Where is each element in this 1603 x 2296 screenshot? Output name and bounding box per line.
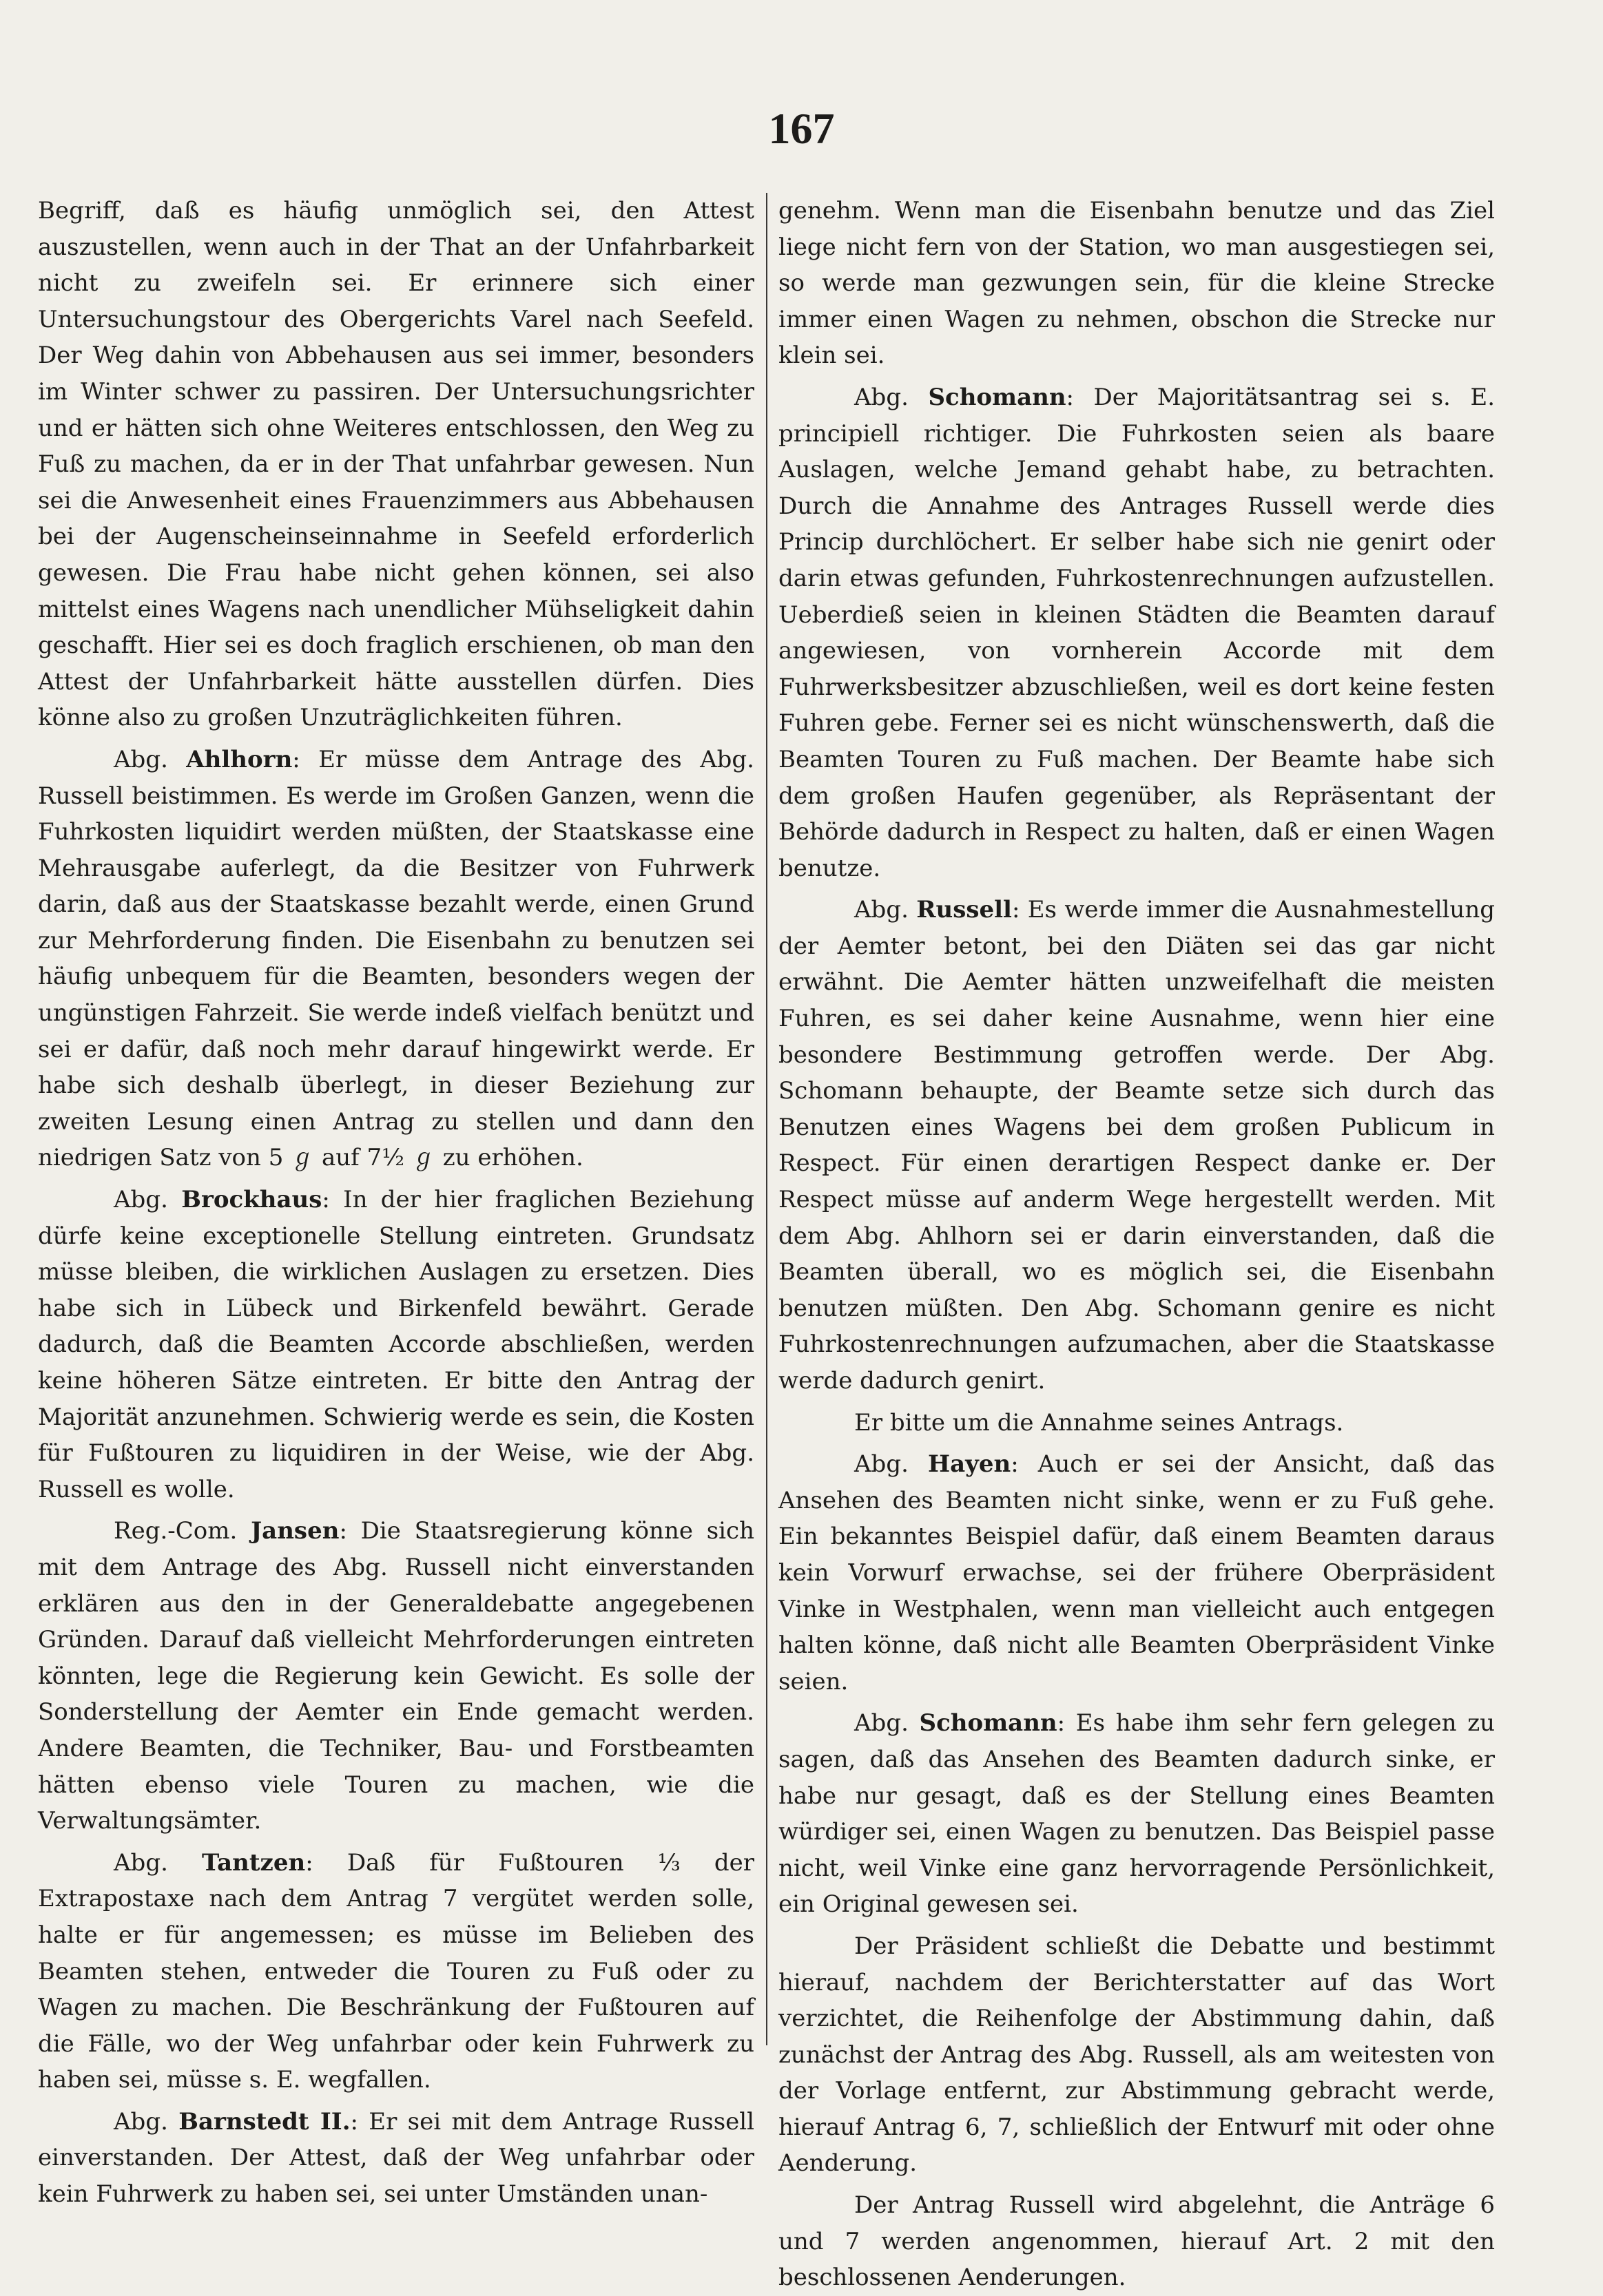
speaker-name: Tantzen <box>202 1848 306 1877</box>
speech-paragraph: Abg. Tantzen: Daß für Fußtouren ⅓ der Extrapostaxe nach dem Antrag 7 vergütet werden solle, halte er für angemessen; es müsse im Belieben des Beamten stehen, entweder die Touren zu Fuß oder zu Wagen zu machen. Die Beschränkung der Fußtouren auf die Fälle, wo der Weg unfahrbar oder kein Fuhrwerk zu haben sei, müsse s. E. wegfallen. <box>38 1848 754 2094</box>
speaker-name: Barnstedt II. <box>178 2107 351 2136</box>
speech-paragraph: Abg. Ahlhorn: Er müsse dem Antrage des Abg. Russell beistimmen. Es werde im Großen Ganzen, wenn die Fuhrkosten liquidirt werden müßten, der Staatskasse eine Mehrausgabe auferlegt, da die Besitzer von Fuhrwerk darin, daß aus der Staatskasse bezahlt werde, einen Grund zur Mehrforderung finden. Die Eisenbahn zu benutzen sei häufig unbequem für die Beamten, besonders wegen der ungünstigen Fahrzeit. Sie werde indeß vielfach benützt und sei er dafür, daß noch mehr darauf hingewirkt werde. Er habe sich deshalb überlegt, in dieser Beziehung zur zweiten Lesung einen Antrag zu stellen und dann den niedrigen Satz von 5 ℊ auf 7½ ℊ zu erhöhen. <box>38 745 754 1172</box>
page-number: 167 <box>768 104 835 153</box>
column-divider <box>766 193 767 2045</box>
paragraph: Begriff, daß es häufig unmöglich sei, den Attest auszustellen, wenn auch in der That an der Unfahrbarkeit nicht zu zweifeln sei. Er erinnere sich einer Untersuchungstour des Obergerichts Varel nach Seefeld. Der Weg dahin von Abbehausen aus sei immer, besonders im Winter schwer zu passiren. Der Untersuchungsrichter und er hätten sich ohne Weiteres entschlossen, den Weg zu Fuß zu machen, da er in der That unfahrbar gewesen. Nun sei die Anwesenheit eines Frauenzimmers aus Abbehausen bei der Augenscheinseinnahme in Seefeld erforderlich gewesen. Die Frau habe nicht gehen können, sei also mittelst eines Wagens nach unendlicher Mühseligkeit dahin geschafft. Hier sei es doch fraglich erschienen, ob man den Attest der Unfahrbarkeit hätte ausstellen dürfen. Dies könne also zu großen Unzuträglichkeiten führen. <box>38 197 754 732</box>
paragraph: Der Präsident schließt die Debatte und bestimmt hierauf, nachdem der Berichterstatter auf das Wort verzichtet, die Reihenfolge der Abstimmung dahin, daß zunächst der Antrag des Abg. Russell, als am weitesten von der Vorlage entfernt, zur Abstimmung gebracht werde, hierauf Antrag 6, 7, schließlich der Entwurf mit oder ohne Aenderung. <box>778 1932 1495 2178</box>
speaker-name: Schomann <box>919 1709 1057 1737</box>
speech-paragraph: Abg. Hayen: Auch er sei der Ansicht, daß das Ansehen des Beamten nicht sinke, wenn er zu Fuß gehe. Ein bekanntes Beispiel dafür, daß einem Beamten daraus kein Vorwurf erwachse, sei der frühere Oberpräsident Vinke in Westphalen, wenn man vielleicht auch entgegen halten könne, daß nicht alle Beamten Oberpräsident Vinke seien. <box>778 1450 1495 1695</box>
speaker-name: Jansen <box>251 1517 340 1545</box>
paragraph: Er bitte um die Annahme seines Antrags. <box>854 1408 1344 1437</box>
right-column <box>778 193 1496 2292</box>
speech-paragraph: Reg.-Com. Jansen: Die Staatsregierung könne sich mit dem Antrage des Abg. Russell nicht einverstanden erklären aus den in der Generaldebatte angegebenen Gründen. Darauf daß vielleicht Mehrforderungen eintreten könnten, lege die Regierung kein Gewicht. Es solle der Sonderstellung der Aemter ein Ende gemacht werden. Andere Beamten, die Techniker, Bau- und Forstbeamten hätten ebenso viele Touren zu machen, wie die Verwaltungsämter. <box>38 1517 754 1835</box>
paragraph: genehm. Wenn man die Eisenbahn benutze und das Ziel liege nicht fern von der Station, wo man ausgestiegen sei, so werde man gezwungen sein, für die kleine Strecke immer einen Wagen zu nehmen, obschon die Strecke nur klein sei. <box>778 197 1495 370</box>
speaker-name: Schomann <box>928 383 1066 411</box>
paragraph: Der Antrag Russell wird abgelehnt, die Anträge 6 und 7 werden angenommen, hierauf Art. 2 mit den beschlossenen Aenderungen. <box>778 2191 1495 2292</box>
speech-paragraph: Abg. Russell: Es werde immer die Ausnahmestellung der Aemter betont, bei den Diäten sei das gar nicht erwähnt. Die Aemter hätten unzweifelhaft die meisten Fuhren, es sei daher keine Ausnahme, wenn hier eine besondere Bestimmung getroffen werde. Der Abg. Schomann behaupte, der Beamte setze sich durch das Benutzen eines Wagens bei dem großen Publicum in Respect. Für einen derartigen Respect danke er. Der Respect müsse auf anderm Wege hergestellt werden. Mit dem Abg. Ahlhorn sei er darin einverstanden, daß die Beamten überall, wo es möglich sei, die Eisenbahn benutzen müßten. Den Abg. Schomann genire es nicht Fuhrkostenrechnungen aufzumachen, aber die Staatskasse werde dadurch genirt. <box>778 896 1495 1395</box>
left-column <box>38 193 755 2209</box>
speaker-name: Ahlhorn <box>186 745 293 773</box>
speech-paragraph: Abg. Barnstedt II.: Er sei mit dem Antrage Russell einverstanden. Der Attest, daß der Weg unfahrbar oder kein Fuhrwerk zu haben sei, sei unter Umständen unan- <box>38 2107 755 2209</box>
speech-paragraph: Abg. Schomann: Der Majoritätsantrag sei s. E. principiell richtiger. Die Fuhrkosten seien als baare Auslagen, welche Jemand gehabt habe, zu betrachten. Durch die Annahme des Antrages Russell werde dies Princip durchlöchert. Er selber habe sich nie genirt oder darin etwas gefunden, Fuhrkostenrechnungen aufzustellen. Ueberdieß seien in kleinen Städten die Beamten darauf angewiesen, von vornherein Accorde mit dem Fuhrwerksbesitzer abzuschließen, weil es dort keine festen Fuhren gebe. Ferner sei es nicht wünschenswerth, daß die Beamten Touren zu Fuß machen. Der Beamte habe sich dem großen Haufen gegenüber, als Repräsentant der Behörde dadurch in Respect zu halten, daß er einen Wagen benutze. <box>778 383 1496 882</box>
speaker-name: Russell <box>916 896 1012 924</box>
speech-paragraph: Abg. Schomann: Es habe ihm sehr fern gelegen zu sagen, daß das Ansehen des Beamten dadurch sinke, er habe nur gesagt, daß es der Stellung eines Beamten würdiger sei, einen Wagen zu benutzen. Das Beispiel passe nicht, weil Vinke eine ganz hervorragende Persönlichkeit, ein Original gewesen sei. <box>778 1709 1495 1919</box>
speech-paragraph: Abg. Brockhaus: In der hier fraglichen Beziehung dürfe keine exceptionelle Stellung eintreten. Grundsatz müsse bleiben, die wirklichen Auslagen zu ersetzen. Dies habe sich in Lübeck und Birkenfeld bewährt. Gerade dadurch, daß die Beamten Accorde abschließen, werden keine höheren Sätze eintreten. Er bitte den Antrag der Majorität anzunehmen. Schwierig werde es sein, die Kosten für Fußtouren zu liquidiren in der Weise, wie der Abg. Russell es wolle. <box>38 1186 755 1503</box>
speaker-name: Hayen <box>927 1450 1011 1479</box>
speaker-name: Brockhaus <box>181 1186 322 1214</box>
